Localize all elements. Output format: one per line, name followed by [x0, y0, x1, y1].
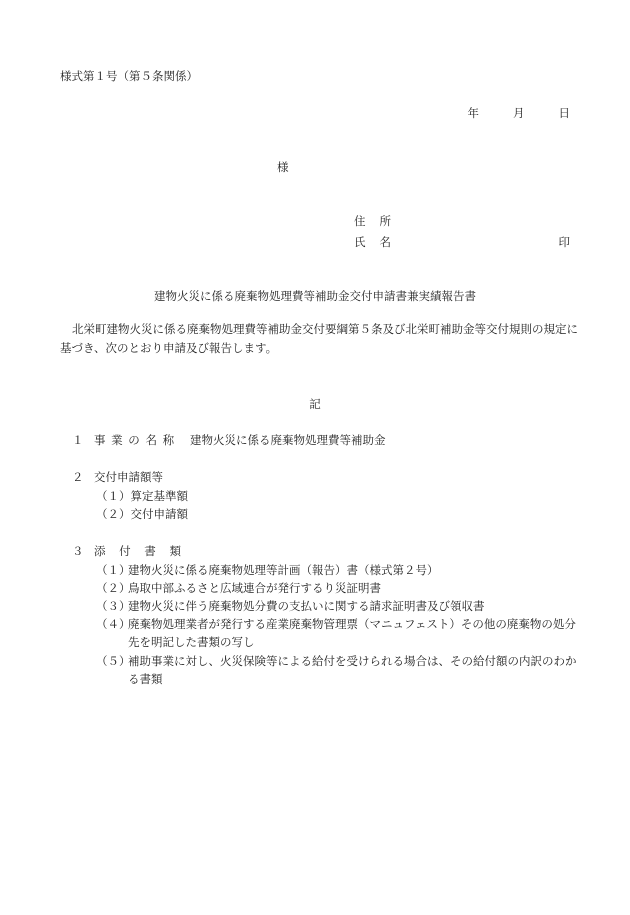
address-label — [354, 213, 391, 229]
document-title: 建物火災に係る廃棄物処理費等補助金交付申請書兼実績報告書 — [154, 289, 476, 303]
item-label: 添 付 書 類 — [94, 544, 186, 558]
item-number: ３ — [72, 544, 84, 558]
intro-paragraph: 北栄町建物火災に係る廃棄物処理費等補助金交付要綱第５条及び北栄町補助金等交付規則の規定に基づき、次のとおり申請及び報告します。 — [60, 322, 578, 355]
date-day-label: 日 — [558, 106, 570, 120]
seal-mark: 印 — [558, 235, 570, 249]
attachment-number: （２） — [96, 581, 131, 595]
attachment-text: 補助事業に対し、火災保険等による給付を受けられる場合は、その給付額の内訳のわか — [128, 654, 577, 668]
address-label-2: 所 — [379, 214, 391, 228]
item-number: １ — [72, 433, 84, 447]
attachment-text-continued: 先を明記した書類の写し — [128, 635, 255, 649]
attachment-text: 鳥取中部ふるさと広域連合が発行するり災証明書 — [128, 581, 381, 595]
attachment-item — [96, 579, 580, 597]
item-attachments — [72, 543, 186, 559]
date-line — [468, 105, 571, 121]
attachment-text: 建物火災に伴う廃棄物処分費の支払いに関する請求証明書及び領収書 — [128, 599, 485, 613]
sub-item-application-amount: （２）交付申請額 — [96, 507, 188, 521]
attachment-number: （１） — [96, 563, 131, 577]
item-label: 交付申請額等 — [94, 470, 163, 484]
attachment-text-continued: る書類 — [128, 672, 163, 686]
item-label: 事 業 の 名 称 — [94, 433, 176, 447]
attachment-number: （４） — [96, 617, 131, 631]
ki-heading: 記 — [309, 397, 321, 411]
attachment-text: 廃棄物処理業者が発行する産業廃棄物管理票（マニュフェスト）その他の廃棄物の処分 — [128, 617, 576, 631]
attachment-text: 建物火災に係る廃棄物処理等計画（報告）書（様式第２号） — [128, 563, 439, 577]
attachment-item — [96, 615, 580, 651]
item-number: ２ — [72, 470, 84, 484]
name-label-2: 名 — [379, 235, 391, 249]
sub-item-base-amount: （１）算定基準額 — [96, 489, 188, 503]
date-year-label: 年 — [467, 106, 479, 120]
item-business-name — [72, 432, 386, 448]
attachment-number: （３） — [96, 599, 131, 613]
addressee-honorific: 様 — [277, 160, 289, 174]
date-month-label: 月 — [513, 106, 525, 120]
address-label-1: 住 — [354, 214, 366, 228]
name-label-1: 氏 — [354, 235, 366, 249]
attachment-item — [96, 561, 580, 579]
attachment-number: （５） — [96, 654, 131, 668]
name-label — [354, 234, 391, 250]
item-value: 建物火災に係る廃棄物処理費等補助金 — [190, 433, 386, 447]
item-application-amount — [72, 469, 163, 485]
attachment-item — [96, 652, 580, 688]
form-number: 様式第１号（第５条関係） — [60, 69, 198, 83]
attachment-item — [96, 597, 580, 615]
